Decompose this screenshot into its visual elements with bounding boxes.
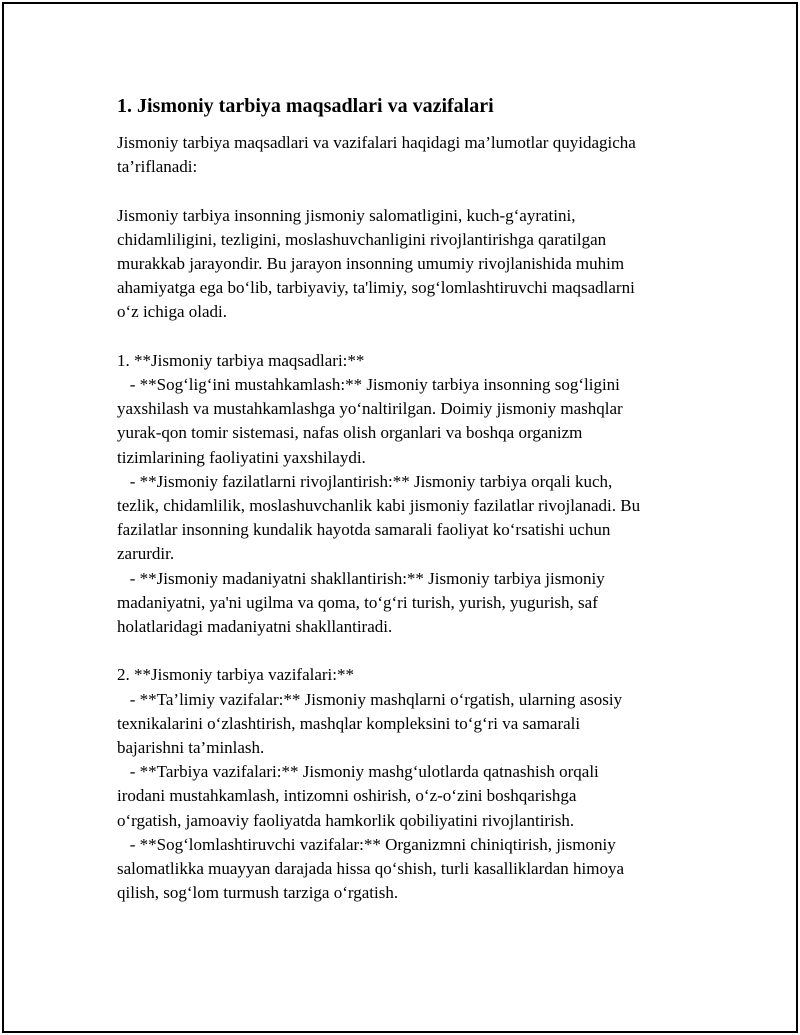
definition-paragraph: Jismoniy tarbiya insonning jismoniy salomatligini, kuch-g‘ayratini, chidamliligini, tezligini, moslashuvchanligini rivojlantirishga qaratilgan murakkab jarayondir. Bu jarayon insonning umumiy rivojlanishida muhim ahamiyatga ega bo‘lib, tarbiyaviy, ta'limiy, sog‘lomlashtiruvchi maqsadlarni o‘z ichiga oladi. <box>117 205 635 322</box>
intro-paragraph: Jismoniy tarbiya maqsadlari va vazifalari haqidagi ma’lumotlar quyidagicha ta’riflanadi: <box>117 133 636 177</box>
paragraph-spacer <box>117 639 717 663</box>
page-title: 1. Jismoniy tarbiya maqsadlari va vazifalari <box>117 95 494 117</box>
tasks-section: 2. **Jismoniy tarbiya vazifalari:** - **Ta’limiy vazifalar:** Jismoniy mashqlarni o‘rgatish, ularning asosiy texnikalarini o‘zlashtirish, mashqlar kompleksini to‘g‘ri va samarali bajarishni ta’minlash. - **Tarbiya vazifalari:** Jismoniy mashg‘ulotlarda qatnashish orqali irodani mustahkamlash, intizomni oshirish, o‘z-o‘zini boshqarishga o‘rgatish, jamoaviy faoliyatda hamkorlik qobiliyatini rivojlantirish. - **Sog‘lomlashtiruvchi vazifalar:** Organizmni chiniqtirish, jismoniy salomatlikka muayyan darajada hissa qo‘shish, turli kasalliklardan himoya qilish, sog‘lom turmush tarziga o‘rgatish. <box>117 665 625 903</box>
document-body <box>117 93 717 905</box>
paragraph-spacer <box>117 179 717 203</box>
paragraph-spacer <box>117 325 717 349</box>
goals-section: 1. **Jismoniy tarbiya maqsadlari:** - **Sog‘lig‘ini mustahkamlash:** Jismoniy tarbiya insonning sog‘ligini yaxshilash va mustahkamlashga yo‘naltirilgan. Doimiy jismoniy mashqlar yurak-qon tomir sistemasi, nafas olish organlari va boshqa organizm tizimlarining faoliyatini yaxshilaydi. - **Jismoniy fazilatlarni rivojlantirish:** Jismoniy tarbiya orqali kuch, tezlik, chidamlilik, moslashuvchanlik kabi jismoniy fazilatlar rivojlanadi. Bu fazilatlar insonning kundalik hayotda samarali faoliyat ko‘rsatishi uchun zarurdir. - **Jismoniy madaniyatni shakllantirish:** Jismoniy tarbiya jismoniy madaniyatni, ya'ni ugilma va qoma, to‘g‘ri turish, yurish, yugurish, saf holatlaridagi madaniyatni shakllantiradi. <box>117 350 641 637</box>
